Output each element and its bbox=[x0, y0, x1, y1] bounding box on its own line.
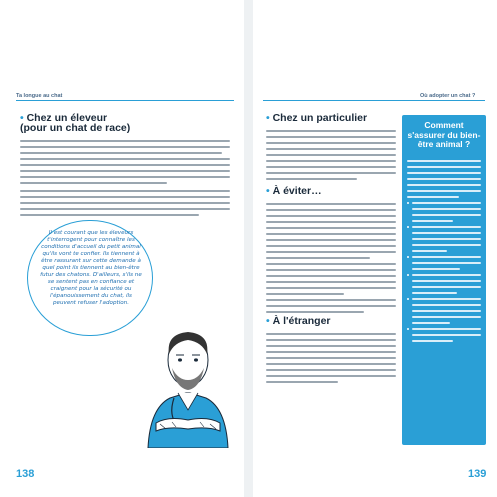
right-section2-title: • À éviter… bbox=[266, 185, 322, 197]
right-section3-title: • À l'étranger bbox=[266, 315, 331, 327]
left-header-rule bbox=[16, 100, 234, 101]
right-header-rule bbox=[263, 100, 485, 101]
right-section2-text bbox=[266, 203, 396, 317]
sidebar-body-text bbox=[407, 160, 481, 346]
right-running-header: Où adopter un chat ? bbox=[420, 93, 476, 99]
veterinarian-illustration bbox=[138, 298, 238, 448]
book-gutter bbox=[244, 0, 253, 497]
sidebar-title: Comment s'assurer du bien-être animal ? bbox=[407, 120, 481, 149]
left-page-number: 138 bbox=[16, 468, 35, 480]
left-body-text bbox=[20, 140, 230, 220]
left-section-title: • Chez un éleveur (pour un chat de race) bbox=[20, 112, 131, 134]
speech-bubble-text: Il est courant que les éleveurs t'interrogent pour connaître les conditions d'accueil du petit animal qu'ils vont te confier. Ils tiennent à être rassurant sur cette demande à quel point ils tiennent au bien-être futur des chatons. D'ailleurs, s'ils ne se sentent pas en confiance et craignent pour la sécurité ou l'épanouissement du chat, ils peuvent refuser l'adoption. bbox=[40, 230, 142, 306]
right-page-number: 139 bbox=[468, 468, 487, 480]
right-section1-title: • Chez un particulier bbox=[266, 112, 368, 124]
right-section1-text bbox=[266, 130, 396, 184]
left-running-header: Ta longue au chat bbox=[16, 93, 63, 99]
right-section3-text bbox=[266, 333, 396, 387]
